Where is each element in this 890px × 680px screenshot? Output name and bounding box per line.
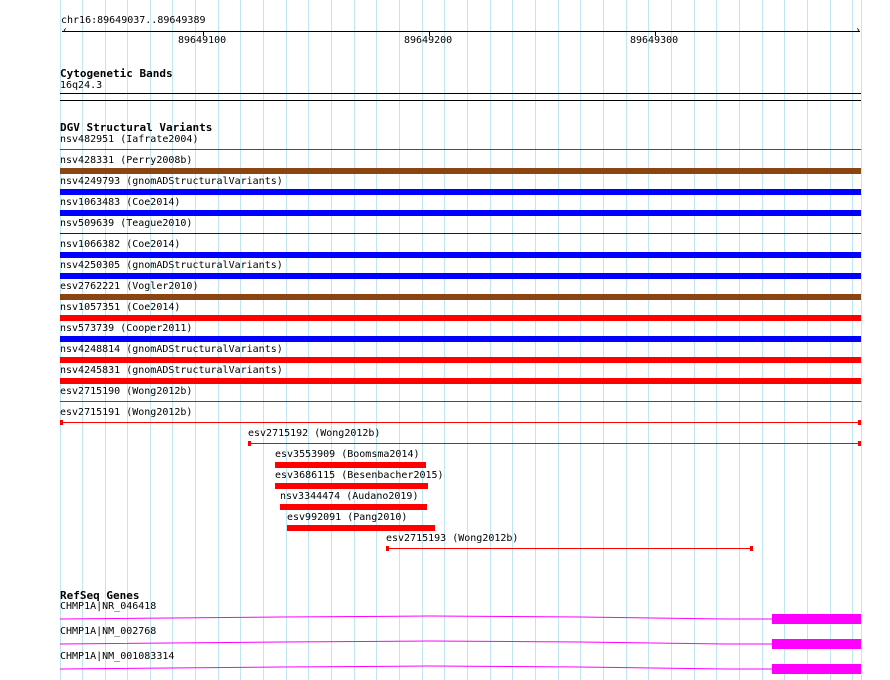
variant-feature[interactable] <box>60 252 861 258</box>
gene-exon-block <box>772 639 861 649</box>
cytoband-track-title: Cytogenetic Bands <box>60 67 173 80</box>
variant-feature[interactable] <box>60 422 861 423</box>
variant-feature[interactable] <box>60 401 861 402</box>
variant-feature[interactable] <box>60 336 861 342</box>
variant-label[interactable]: nsv4250305 (gnomADStructuralVariants) <box>60 260 283 271</box>
cytoband-label: 16q24.3 <box>60 80 103 91</box>
variant-end-cap <box>248 441 251 446</box>
ruler-tick-label: 89649300 <box>630 35 679 46</box>
cytoband-bar-bottom <box>60 100 861 101</box>
gene-label[interactable]: CHMP1A|NM_001083314 <box>60 651 175 662</box>
gene-label[interactable]: CHMP1A|NR_046418 <box>60 601 157 612</box>
variant-label[interactable]: nsv4245831 (gnomADStructuralVariants) <box>60 365 283 376</box>
variant-feature[interactable] <box>280 504 427 510</box>
ruler-line <box>62 31 860 32</box>
gene-intron-line <box>60 641 773 644</box>
variant-label[interactable]: nsv4249793 (gnomADStructuralVariants) <box>60 176 283 187</box>
variant-label[interactable]: nsv1066382 (Coe2014) <box>60 239 181 250</box>
variant-feature[interactable] <box>60 149 861 150</box>
variant-feature[interactable] <box>60 210 861 216</box>
gene-label[interactable]: CHMP1A|NM_002768 <box>60 626 157 637</box>
gene-exon-block <box>772 614 861 624</box>
variant-feature[interactable] <box>386 548 753 549</box>
ruler-left-arrow-icon: ‹ <box>62 25 69 36</box>
variant-feature[interactable] <box>60 168 861 174</box>
variant-label[interactable]: nsv1063483 (Coe2014) <box>60 197 181 208</box>
variant-feature[interactable] <box>60 189 861 195</box>
grid-line <box>861 0 862 680</box>
gene-exon-block <box>772 664 861 674</box>
variant-end-cap <box>858 420 861 425</box>
variant-end-cap <box>750 546 753 551</box>
variant-end-cap <box>386 546 389 551</box>
variant-label[interactable]: esv2715193 (Wong2012b) <box>386 533 519 544</box>
variant-label[interactable]: esv3553909 (Boomsma2014) <box>275 449 420 460</box>
variant-label[interactable]: nsv482951 (Iafrate2004) <box>60 134 199 145</box>
variant-label[interactable]: esv2715192 (Wong2012b) <box>248 428 381 439</box>
variant-feature[interactable] <box>275 462 426 468</box>
variant-label[interactable]: nsv509639 (Teague2010) <box>60 218 193 229</box>
variant-feature[interactable] <box>248 443 861 444</box>
gene-model[interactable] <box>0 659 890 679</box>
variant-feature[interactable] <box>275 483 428 489</box>
variant-feature[interactable] <box>60 294 861 300</box>
variant-label[interactable]: nsv1057351 (Coe2014) <box>60 302 181 313</box>
gene-intron-line <box>60 616 773 619</box>
ruler-tick-label: 89649200 <box>404 35 453 46</box>
ruler-tick-label: 89649100 <box>178 35 227 46</box>
variant-feature[interactable] <box>60 315 861 321</box>
gene-intron-line <box>60 666 773 669</box>
cytoband-bar-top <box>60 93 861 94</box>
variant-label[interactable]: nsv573739 (Cooper2011) <box>60 323 193 334</box>
variant-feature[interactable] <box>60 273 861 279</box>
variant-label[interactable]: esv3686115 (Besenbacher2015) <box>275 470 444 481</box>
variant-feature[interactable] <box>60 357 861 363</box>
variant-feature[interactable] <box>287 525 435 531</box>
variant-label[interactable]: esv2762221 (Vogler2010) <box>60 281 199 292</box>
variant-label[interactable]: esv2715191 (Wong2012b) <box>60 407 193 418</box>
ruler-right-arrow-icon: › <box>855 25 862 36</box>
variant-label[interactable]: esv992091 (Pang2010) <box>287 512 408 523</box>
variant-label[interactable]: nsv428331 (Perry2008b) <box>60 155 193 166</box>
variant-label[interactable]: esv2715190 (Wong2012b) <box>60 386 193 397</box>
variant-feature[interactable] <box>60 378 861 384</box>
variant-end-cap <box>60 420 63 425</box>
variant-label[interactable]: nsv3344474 (Audano2019) <box>280 491 419 502</box>
variant-feature[interactable] <box>60 233 861 234</box>
variant-label[interactable]: nsv4248814 (gnomADStructuralVariants) <box>60 344 283 355</box>
region-label: chr16:89649037..89649389 <box>61 15 206 26</box>
variant-end-cap <box>858 441 861 446</box>
dgv-track-title: DGV Structural Variants <box>60 121 213 134</box>
refseq-track-title: RefSeq Genes <box>60 589 140 602</box>
